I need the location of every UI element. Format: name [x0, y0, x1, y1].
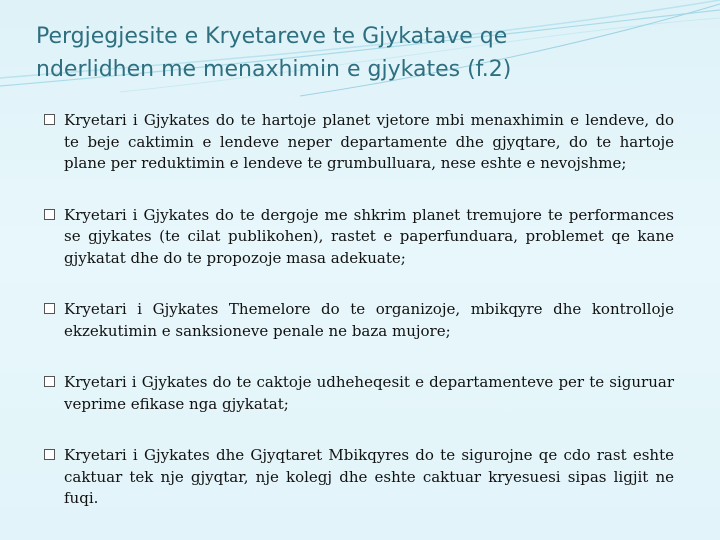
bullet-item: [46, 205, 674, 270]
bullet-item: [46, 299, 674, 342]
checkbox-bullet-icon: [44, 303, 55, 314]
bullet-text: Kryetari i Gjykates Themelore do te organizoje, mbikqyre dhe kontrolloje ekzekutimin e sanksioneve penale ne baza mujore;: [64, 300, 674, 340]
slide-title: [36, 20, 696, 86]
title-line-1: Pergjegjesite e Kryetareve te Gjykatave qe: [36, 24, 508, 49]
bullet-text: Kryetari i Gjykates do te dergoje me shkrim planet tremujore te performances se gjykates (te cilat publikohen), rastet e paperfunduara, problemet qe kane gjykatat dhe do te propozoje masa adekuate;: [64, 205, 674, 267]
checkbox-bullet-icon: [44, 449, 55, 460]
bullet-text: Kryetari i Gjykates dhe Gjyqtaret Mbikqyres do te sigurojne qe cdo rast eshte caktuar tek nje gjyqtar, nje kolegj dhe eshte caktuar kryesuesi sipas ligjit ne fuqi.: [64, 446, 674, 507]
bullet-item: [46, 372, 674, 415]
checkbox-bullet-icon: [44, 114, 55, 125]
bullet-text: Kryetari i Gjykates do te caktoje udheheqesit e departamenteve per te siguruar veprime efikase nga gjykatat;: [64, 373, 674, 413]
bullet-item: [46, 445, 674, 510]
bullet-text: Kryetari i Gjykates do te hartoje planet vjetore mbi menaxhimin e lendeve, do te beje caktimin e lendeve neper departamente dhe gjyqtare, do te hartoje plane per reduktimin e lendeve te grumbulluara, nese eshte e nevojshme;: [64, 111, 674, 172]
title-line-2: nderlidhen me menaxhimin e gjykates (f.2): [36, 57, 512, 82]
checkbox-bullet-icon: [44, 376, 55, 387]
bullet-item: [46, 110, 674, 175]
checkbox-bullet-icon: [44, 209, 55, 220]
bullet-list: [46, 110, 674, 540]
